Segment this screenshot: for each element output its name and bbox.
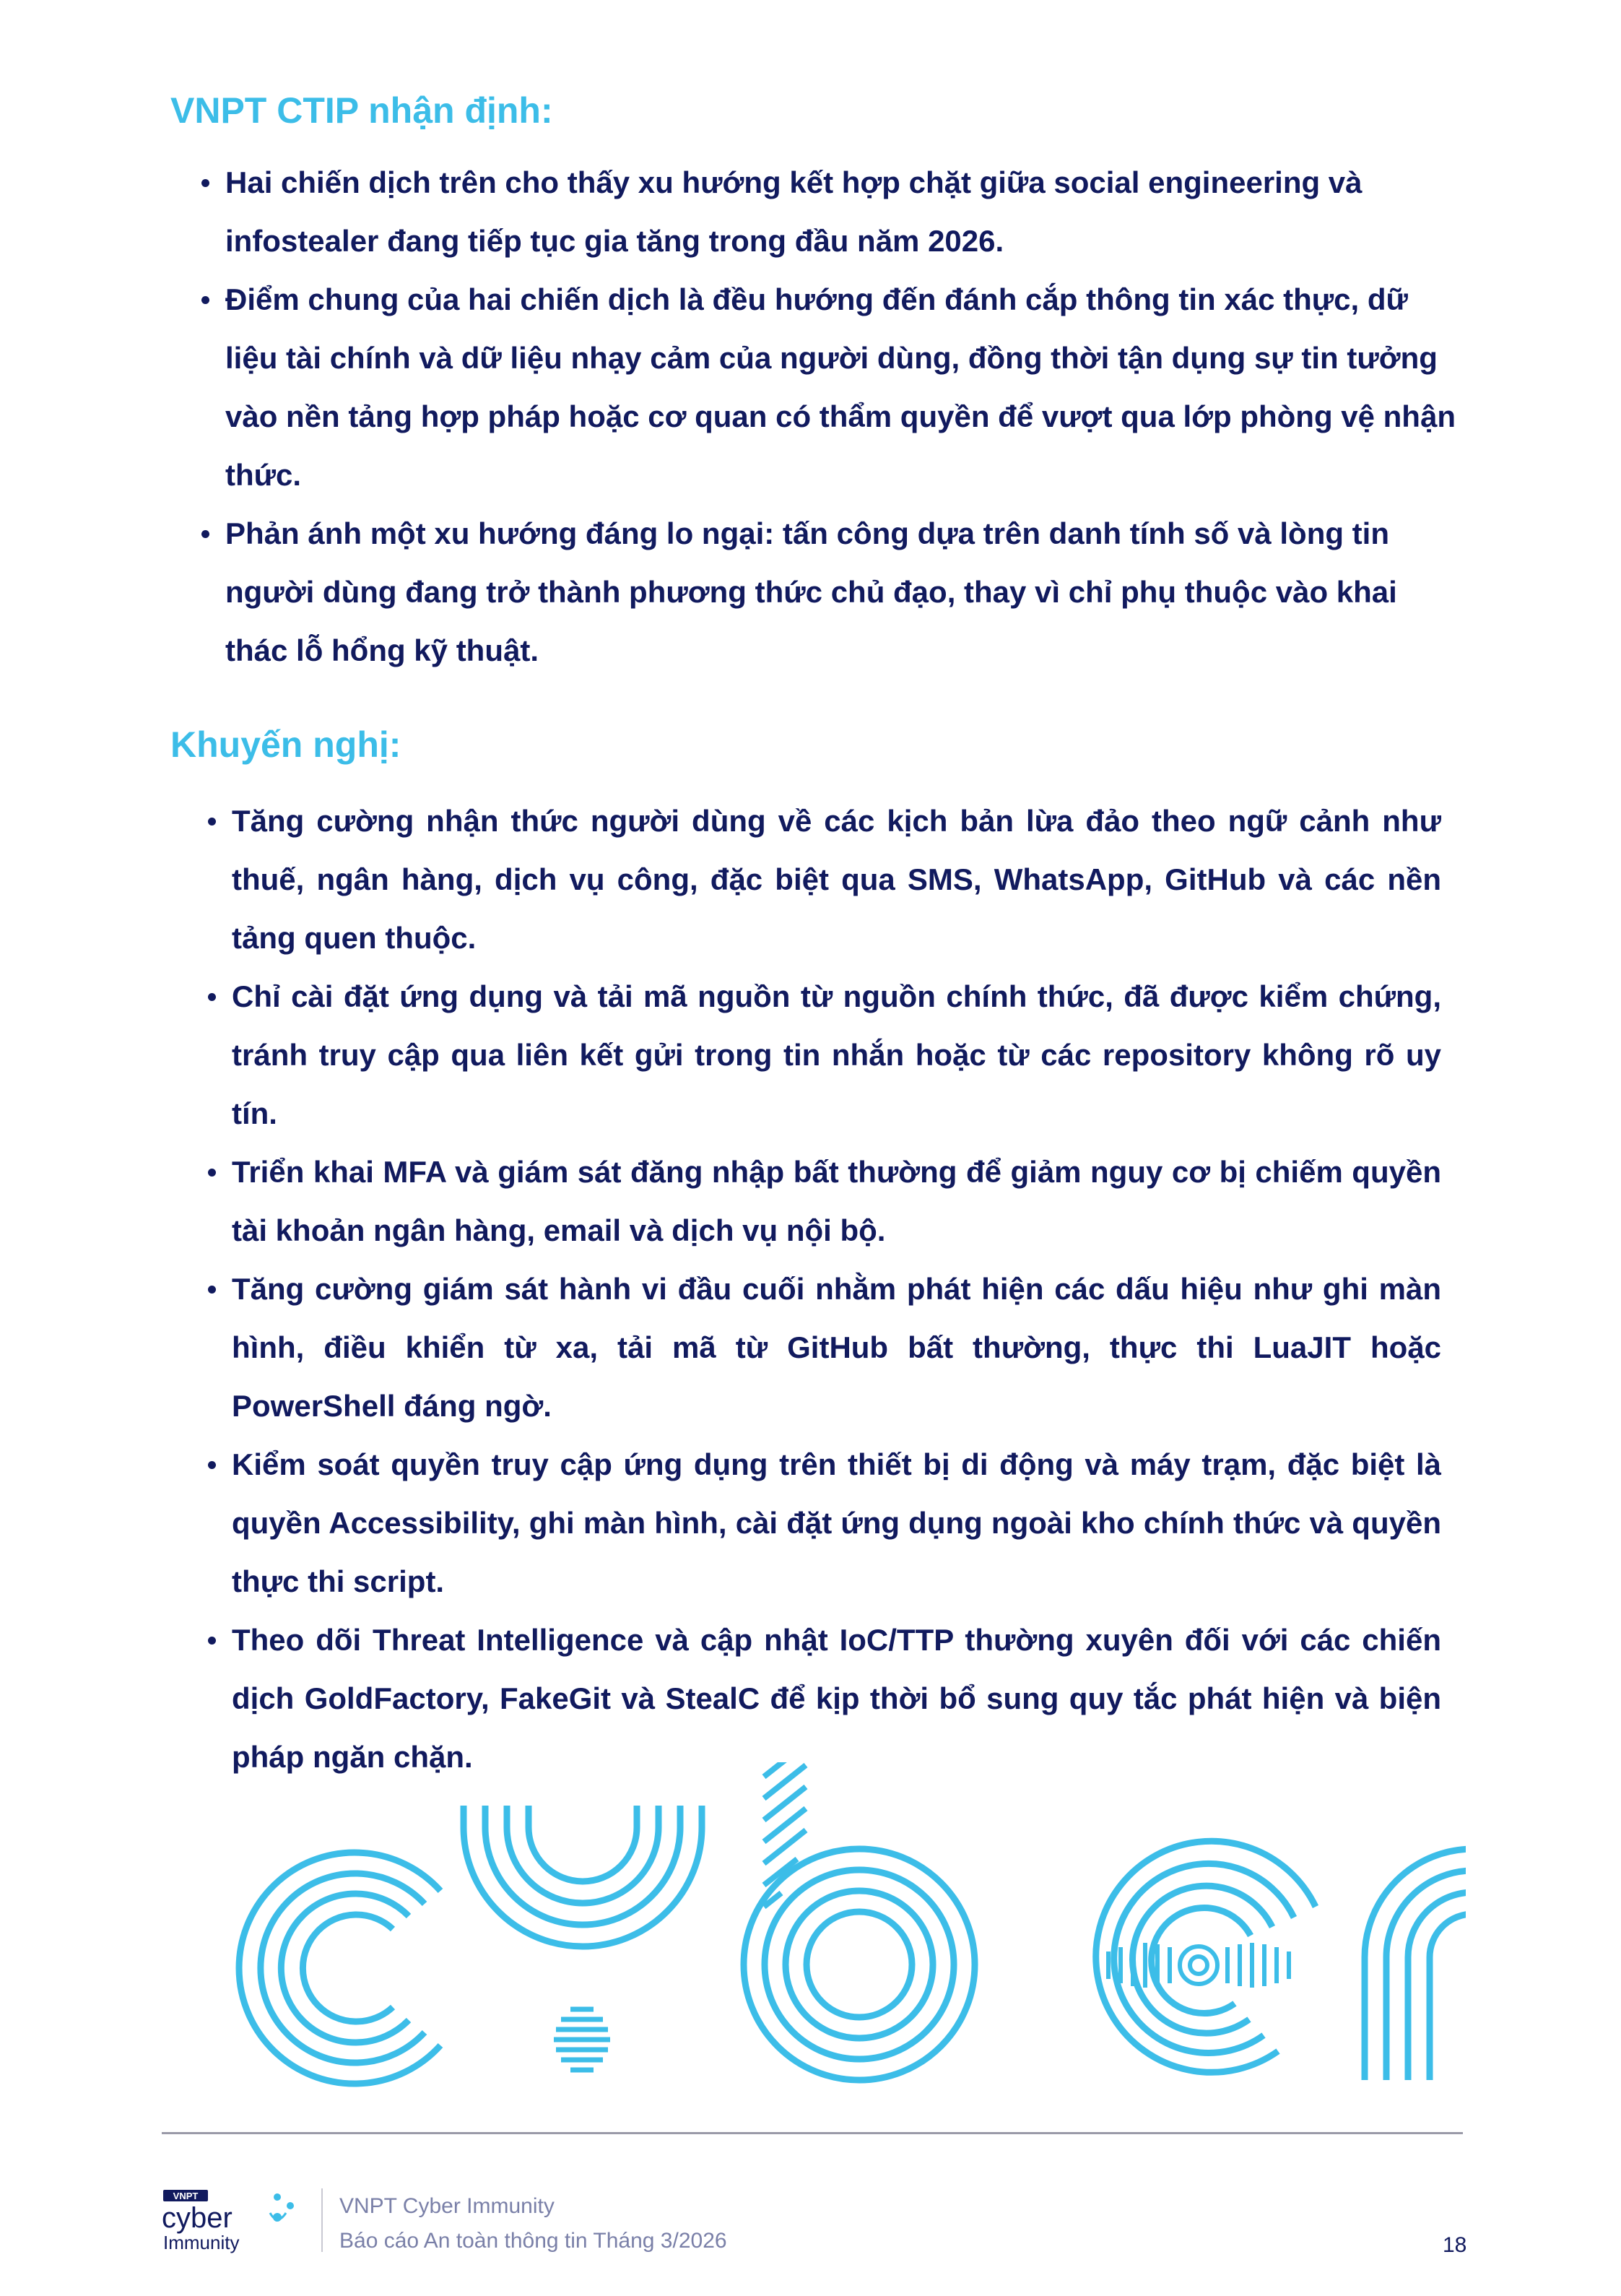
letter-c-rings: [239, 1853, 440, 2084]
cyber-decorative-graphic: [166, 1762, 1466, 2094]
svg-text:cyber: cyber: [162, 2202, 232, 2234]
recommendations-list: [232, 792, 1441, 1786]
vnpt-cyber-immunity-logo: [162, 2188, 306, 2253]
recommendation-item: Triển khai MFA và giám sát đăng nhập bất thường để giảm nguy cơ bị chiếm quyền tài khoản ngân hàng, email và dịch vụ nội bộ.: [232, 1143, 1441, 1260]
letter-y-rings: [464, 1806, 702, 1946]
letter-y-dot: [554, 2009, 610, 2070]
letter-b-stem: [764, 1762, 806, 1907]
footer-org: VNPT Cyber Immunity: [339, 2194, 555, 2218]
footer-separator: [321, 2188, 323, 2252]
footer-divider: [162, 2132, 1463, 2134]
letter-e-rings: [1096, 1841, 1316, 2072]
recommendation-item: Tăng cường nhận thức người dùng về các kịch bản lừa đảo theo ngữ cảnh như thuế, ngân hàng, dịch vụ công, đặc biệt qua SMS, WhatsApp, GitHub và các nền tảng quen thuộc.: [232, 792, 1441, 967]
recommendation-item: Kiểm soát quyền truy cập ứng dụng trên thiết bị di động và máy trạm, đặc biệt là quyền Accessibility, ghi màn hình, cài đặt ứng dụng ngoài kho chính thức và quyền thực thi script.: [232, 1435, 1441, 1611]
letter-r-rings: [1365, 1849, 1466, 2080]
ctip-heading: VNPT CTIP nhận định:: [170, 90, 553, 131]
page-number: 18: [1443, 2233, 1467, 2257]
recommendation-item: Tăng cường giám sát hành vi đầu cuối nhằm phát hiện các dấu hiệu như ghi màn hình, điều khiển từ xa, tải mã từ GitHub bất thường, thực thi LuaJIT hoặc PowerShell đáng ngờ.: [232, 1260, 1441, 1435]
svg-text:Immunity: Immunity: [163, 2232, 240, 2253]
ctip-item: Phản ánh một xu hướng đáng lo ngại: tấn công dựa trên danh tính số và lòng tin người dùng đang trở thành phương thức chủ đạo, thay vì chỉ phụ thuộc vào khai thác lỗ hổng kỹ thuật.: [225, 504, 1467, 680]
recommendation-item: Chỉ cài đặt ứng dụng và tải mã nguồn từ nguồn chính thức, đã được kiểm chứng, tránh truy cập qua liên kết gửi trong tin nhắn hoặc từ các repository không rõ uy tín.: [232, 967, 1441, 1143]
ctip-item: Hai chiến dịch trên cho thấy xu hướng kết hợp chặt giữa social engineering và infostealer đang tiếp tục gia tăng trong đầu năm 2026.: [225, 153, 1467, 270]
ctip-item: Điểm chung của hai chiến dịch là đều hướng đến đánh cắp thông tin xác thực, dữ liệu tài chính và dữ liệu nhạy cảm của người dùng, đồng thời tận dụng sự tin tưởng vào nền tảng hợp pháp hoặc cơ quan có thẩm quyền để vượt qua lớp phòng vệ nhận thức.: [225, 270, 1467, 504]
ctip-list: [225, 153, 1467, 680]
letter-b-rings: [744, 1849, 975, 2080]
svg-text:VNPT: VNPT: [173, 2191, 199, 2201]
recommendations-heading: Khuyến nghị:: [170, 724, 401, 765]
recommendation-item: Theo dõi Threat Intelligence và cập nhật IoC/TTP thường xuyên đối với các chiến dịch GoldFactory, FakeGit và StealC để kịp thời bổ sung quy tắc phát hiện và biện pháp ngăn chặn.: [232, 1611, 1441, 1786]
footer-report-title: Báo cáo An toàn thông tin Tháng 3/2026: [339, 2229, 727, 2253]
